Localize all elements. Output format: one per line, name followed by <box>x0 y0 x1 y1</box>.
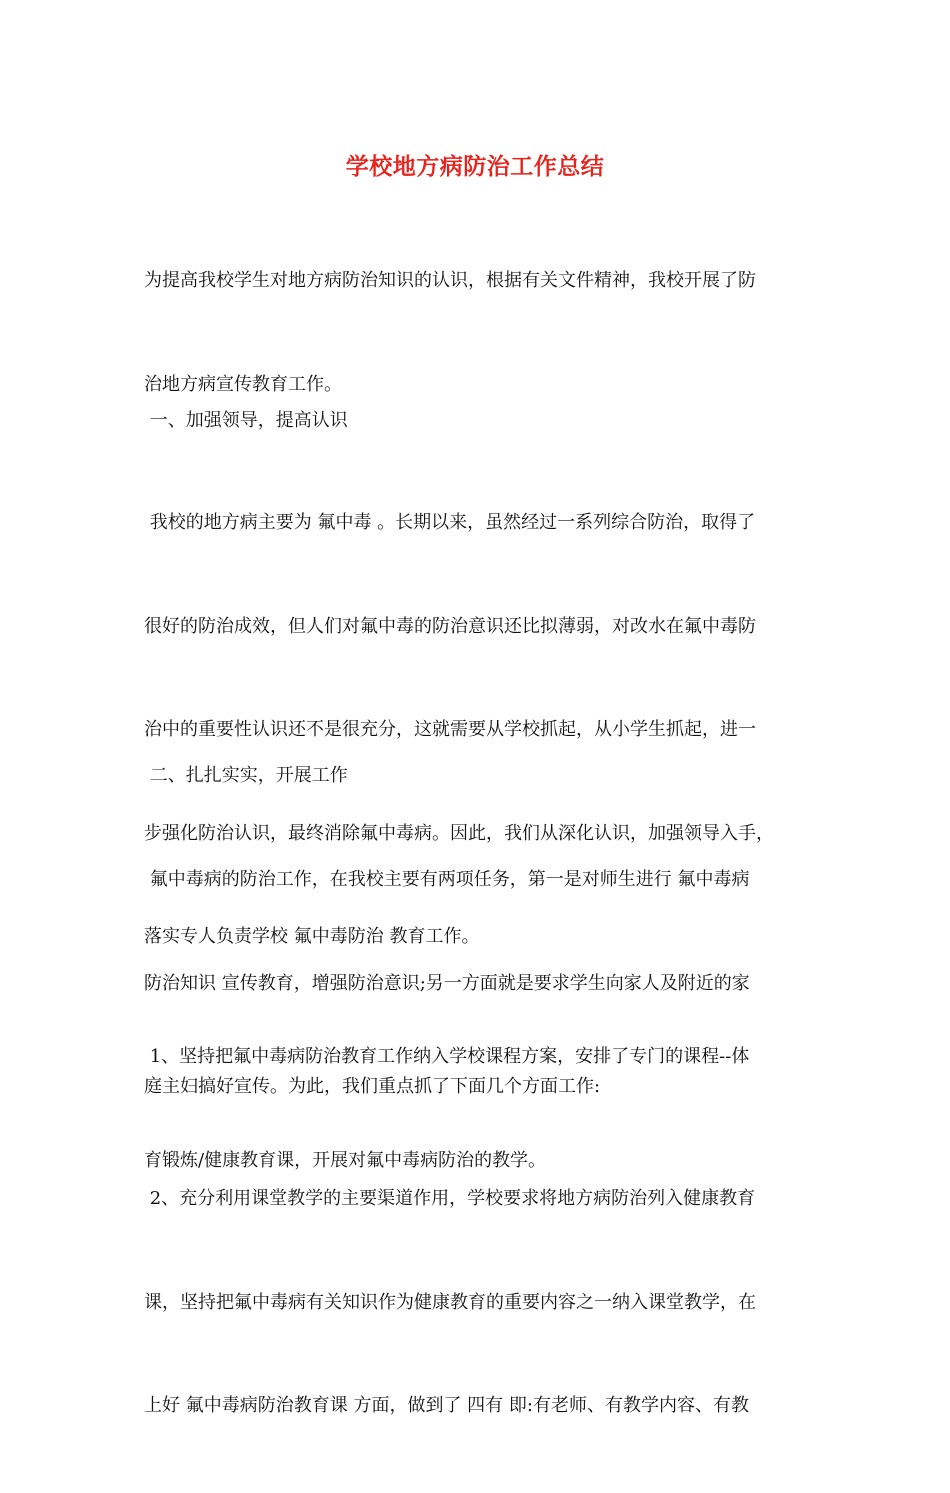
text-line: 很好的防治成效，但人们对氟中毒的防治意识还比拟薄弱，对改水在氟中毒防 <box>144 615 756 637</box>
text-line: 一、加强领导，提高认识 <box>144 410 348 431</box>
text-line: 步强化防治认识，最终消除氟中毒病。因此，我们从深化认识，加强领导入手， <box>144 822 774 844</box>
list-item-2 <box>144 1113 809 1493</box>
text-line: 我校的地方病主要为 氟中毒 。长期以来，虽然经过一系列综合防治，取得了 <box>144 512 756 533</box>
text-line: 1、坚持把氟中毒病防治教育工作纳入学校课程方案，安排了专门的课程--体 <box>144 1046 750 1067</box>
text-line: 2、充分利用课堂教学的主要渠道作用，学校要求将地方病防治列入健康教育 <box>144 1188 756 1209</box>
text-line: 治中的重要性认识还不是很充分，这就需要从学校抓起，从小学生抓起，进一 <box>144 719 756 740</box>
text-line: 育锻炼/健康教育课，开展对氟中毒病防治的教学。 <box>144 1149 547 1171</box>
document-title: 学校地方病防治工作总结 <box>345 154 605 180</box>
text-line: 治地方病宣传教育工作。 <box>144 373 342 395</box>
text-line: 庭主妇搞好宣传。为此，我们重点抓了下面几个方面工作: <box>144 1076 601 1097</box>
text-line: 落实专人负责学校 氟中毒防治 教育工作。 <box>144 926 480 947</box>
text-line: 上好 氟中毒病防治教育课 方面，做到了 四有 即:有老师、有教学内容、有教 <box>144 1395 749 1416</box>
text-line: 课，坚持把氟中毒病有关知识作为健康教育的重要内容之一纳入课堂教学，在 <box>144 1291 756 1313</box>
text-line: 为提高我校学生对地方病防治知识的认识，根据有关文件精神，我校开展了防 <box>144 270 756 291</box>
text-line: 防治知识 宣传教育，增强防治意识;另一方面就是要求学生向家人及附近的家 <box>144 972 750 994</box>
text-line: 氟中毒病的防治工作，在我校主要有两项任务，第一是对师生进行 氟中毒病 <box>144 869 750 890</box>
text-line: 二、扎扎实实，开展工作 <box>144 765 348 786</box>
